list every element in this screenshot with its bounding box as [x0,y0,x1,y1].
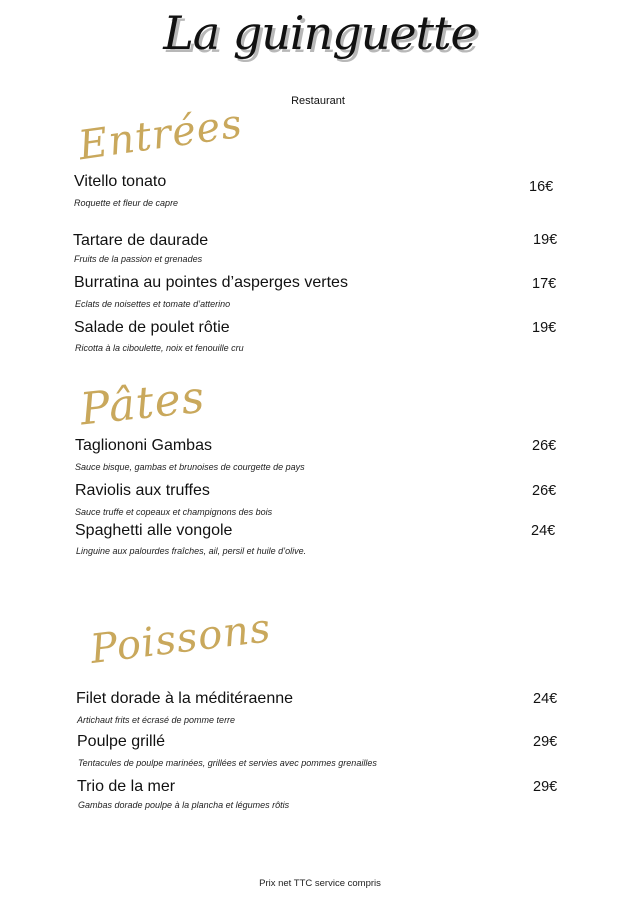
menu-item-description: Linguine aux palourdes fraîches, ail, persil et huile d’olive. [76,546,307,556]
menu-item-name: Tagliononi Gambas [75,437,212,454]
menu-item-description: Gambas dorade poulpe à la plancha et légumes rôtis [78,800,290,810]
menu-item-description: Artichaut frits et écrasé de pomme terre [77,715,236,725]
menu-item-name: Trio de la mer [77,778,176,795]
menu-item-description: Tentacules de poulpe marinées, grillées et servies avec pommes grenailles [78,758,377,768]
menu-item-price: 16€ [529,179,554,195]
menu-item-price: 29€ [533,779,558,795]
menu-item-description: Roquette et fleur de capre [74,198,179,208]
section-title-entrees: Entrées [75,100,246,170]
menu-item-name: Vitello tonato [74,173,167,190]
menu-item-price: 24€ [531,523,556,539]
section-title-pates: Pâtes [77,371,208,436]
menu-item-description: Sauce bisque, gambas et brunoises de courgette de pays [75,462,305,472]
menu-item-price: 29€ [533,734,558,750]
menu-item-price: 24€ [533,691,558,707]
menu-item-name: Tartare de daurade [73,232,209,249]
menu-item-name: Filet dorade à la méditéraenne [76,690,294,707]
price-footnote: Prix net TTC service compris [259,878,381,889]
restaurant-logo: La guinguette [163,6,477,60]
menu-item-name: Raviolis aux truffes [75,482,210,499]
menu-item-price: 17€ [532,276,557,292]
menu-item-name: Burratina au pointes d’asperges vertes [74,274,348,291]
menu-item-price: 19€ [533,232,558,248]
menu-item-name: Salade de poulet rôtie [74,319,230,336]
restaurant-subtitle: Restaurant [291,95,345,107]
menu-item-price: 26€ [532,483,557,499]
section-title-poissons: Poissons [87,605,274,673]
menu-item-description: Eclats de noisettes et tomate d’atterino [75,299,231,309]
menu-item-description: Ricotta à la ciboulette, noix et fenouille cru [75,343,244,353]
menu-item-price: 19€ [532,320,557,336]
menu-item-description: Fruits de la passion et grenades [74,254,203,264]
menu-item-name: Spaghetti alle vongole [75,522,233,539]
menu-item-description: Sauce truffe et copeaux et champignons des bois [75,507,273,517]
menu-item-name: Poulpe grillé [77,733,166,750]
menu-item-price: 26€ [532,438,557,454]
